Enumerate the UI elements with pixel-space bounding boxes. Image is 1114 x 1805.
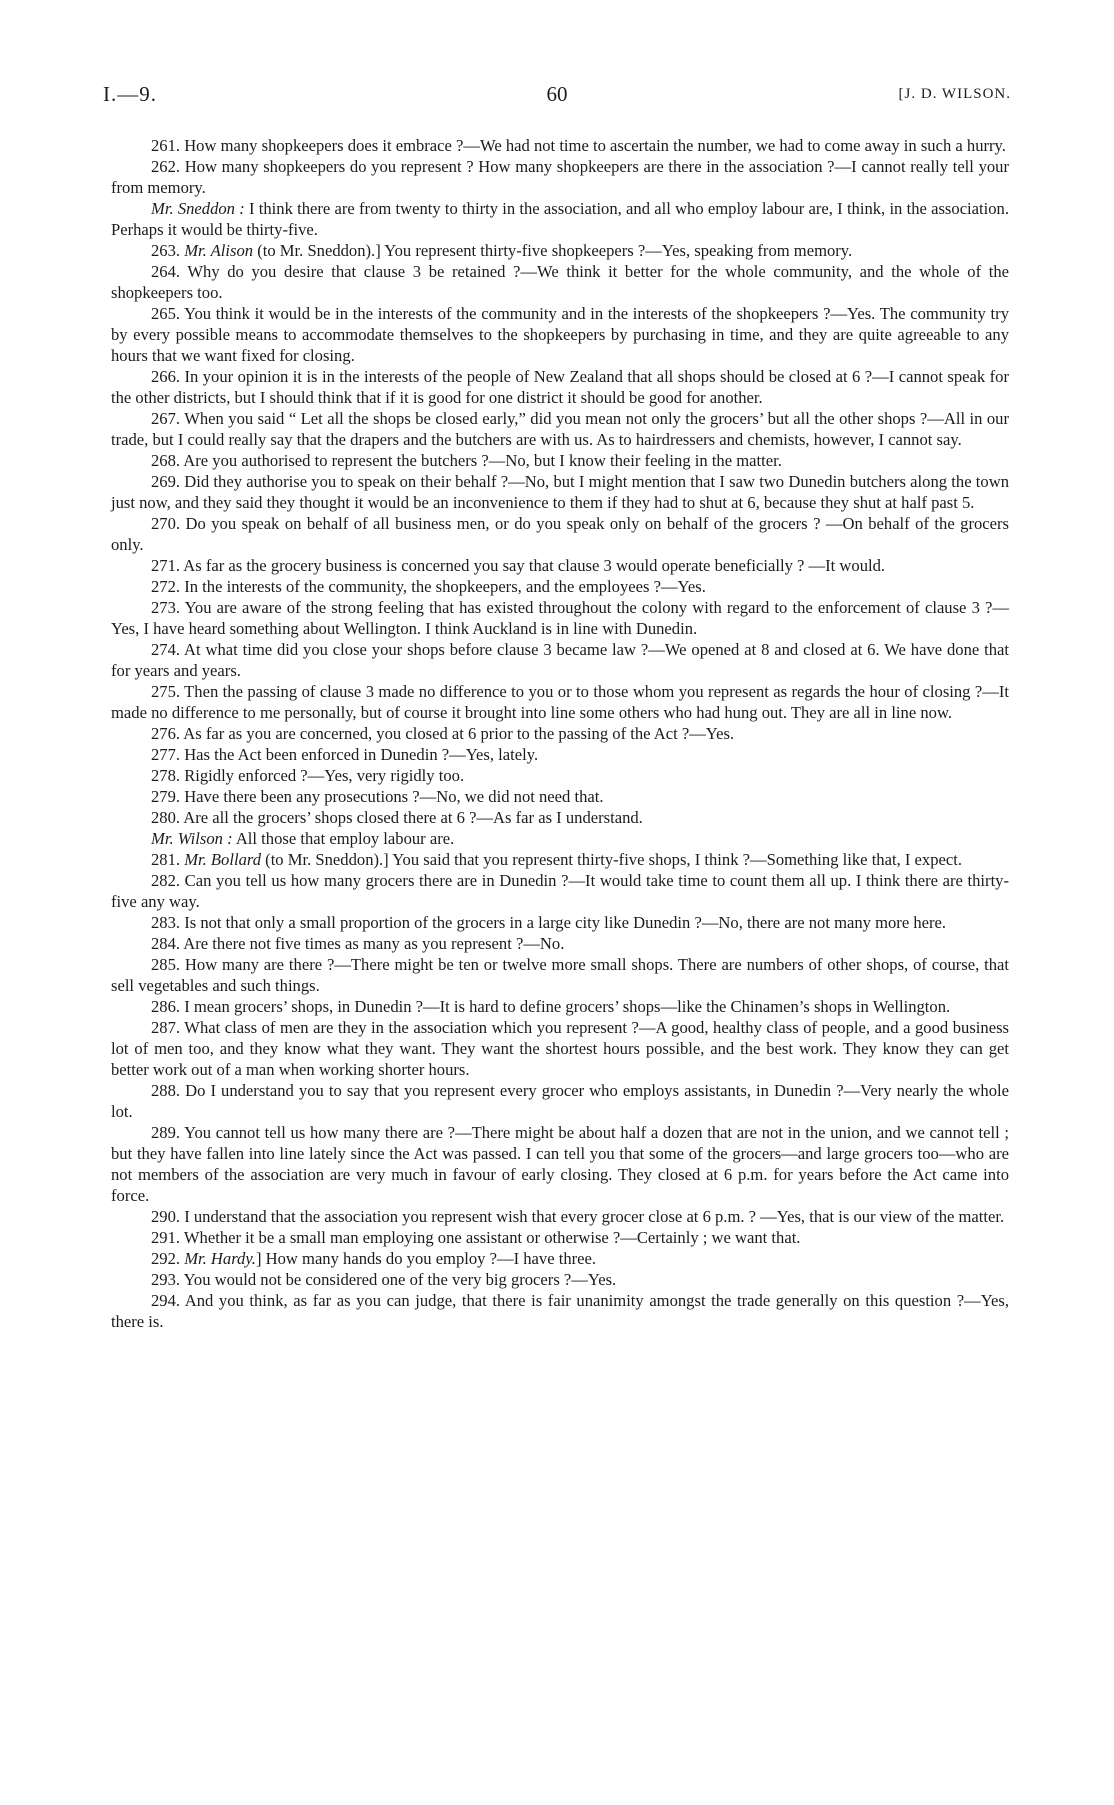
question-paragraph [111, 450, 1009, 471]
paragraph-text: 268. Are you authorised to represent the butchers ?—No, but I know their feeling in the matter. [151, 451, 782, 470]
question-paragraph [111, 954, 1009, 996]
question-paragraph [111, 723, 1009, 744]
paragraph-text: All those that employ labour are. [232, 829, 455, 848]
question-paragraph [111, 681, 1009, 723]
paragraph-text: 262. How many shopkeepers do you represent ? How many shopkeepers are there in the association ?—I cannot really tell your from memory. [111, 157, 1009, 197]
paragraph-text: 271. As far as the grocery business is concerned you say that clause 3 would operate beneficially ? —It would. [151, 556, 886, 575]
question-paragraph [111, 1080, 1009, 1122]
question-paragraph [111, 639, 1009, 681]
question-paragraph [111, 135, 1009, 156]
speaker-name: Mr. Sneddon : [151, 199, 245, 218]
question-paragraph [111, 870, 1009, 912]
paragraph-text: 282. Can you tell us how many grocers there are in Dunedin ?—It would take time to count them all up. I think there are thirty-five any way. [111, 871, 1009, 911]
paragraph-text: 281. [151, 850, 185, 869]
speaker-name: Mr. Hardy. [184, 1249, 256, 1268]
paragraph-text: 270. Do you speak on behalf of all business men, or do you speak only on behalf of the grocers ? —On behalf of the grocers only. [111, 514, 1009, 554]
question-paragraph [111, 828, 1009, 849]
question-paragraph [111, 996, 1009, 1017]
question-paragraph [111, 807, 1009, 828]
question-paragraph [111, 744, 1009, 765]
question-paragraph [111, 1290, 1009, 1332]
paragraph-text: 273. You are aware of the strong feeling that has existed throughout the colony with regard to the enforcement of clause 3 ?—Yes, I have heard something about Wellington. I think Auckland is in line with Dunedin. [111, 598, 1009, 638]
question-paragraph [111, 1227, 1009, 1248]
question-paragraph [111, 555, 1009, 576]
question-paragraph [111, 408, 1009, 450]
question-paragraph [111, 240, 1009, 261]
question-paragraph [111, 765, 1009, 786]
paragraph-text: 287. What class of men are they in the association which you represent ?—A good, healthy class of people, and a good business lot of men too, and they know what they want. They want the shortest hours possible, and the best work. They know they can get better work out of a man when working shorter hours. [111, 1018, 1009, 1079]
question-paragraph [111, 1269, 1009, 1290]
question-paragraph [111, 1248, 1009, 1269]
paragraph-text: 264. Why do you desire that clause 3 be retained ?—We think it better for the whole community, and the whole of the shopkeepers too. [111, 262, 1009, 302]
paragraph-text: 279. Have there been any prosecutions ?—No, we did not need that. [151, 787, 604, 806]
question-paragraph [111, 156, 1009, 198]
question-paragraph [111, 1122, 1009, 1206]
paragraph-text: I think there are from twenty to thirty in the association, and all who employ labour are, I think, in the association. Perhaps it would be thirty-five. [111, 199, 1009, 239]
question-paragraph [111, 1206, 1009, 1227]
paragraph-text: 277. Has the Act been enforced in Dunedin ?—Yes, lately. [151, 745, 539, 764]
paragraph-text: 274. At what time did you close your shops before clause 3 became law ?—We opened at 8 and closed at 6. We have done that for years and years. [111, 640, 1009, 680]
paragraph-text: 284. Are there not five times as many as you represent ?—No. [151, 934, 565, 953]
question-paragraph [111, 303, 1009, 366]
paragraph-text: 263. [151, 241, 185, 260]
question-paragraph [111, 513, 1009, 555]
question-paragraph [111, 912, 1009, 933]
paragraph-text: 293. You would not be considered one of the very big grocers ?—Yes. [151, 1270, 617, 1289]
question-paragraph [111, 471, 1009, 513]
question-paragraph [111, 576, 1009, 597]
evidence-body [111, 135, 1009, 1332]
paragraph-text: 269. Did they authorise you to speak on their behalf ?—No, but I might mention that I saw two Dunedin butchers along the town just now, and they said they thought it would be an inconvenience to them if they had to shut at 6, because they shut at half past 5. [111, 472, 1009, 512]
question-paragraph [111, 933, 1009, 954]
page-header [103, 82, 1011, 112]
witness-name: [J. D. WILSON. [898, 86, 1011, 102]
paragraph-text: 266. In your opinion it is in the interests of the people of New Zealand that all shops should be closed at 6 ?—I cannot speak for the other districts, but I should think that if it is good for one district it should be good for another. [111, 367, 1009, 407]
paragraph-text: 288. Do I understand you to say that you represent every grocer who employs assistants, in Dunedin ?—Very nearly the whole lot. [111, 1081, 1009, 1121]
paragraph-text: 290. I understand that the association you represent wish that every grocer close at 6 p.m. ? —Yes, that is our view of the matter. [151, 1207, 1005, 1226]
paragraph-text: 280. Are all the grocers’ shops closed there at 6 ?—As far as I understand. [151, 808, 643, 827]
paragraph-text: 283. Is not that only a small proportion of the grocers in a large city like Dunedin ?—No, there are not many more here. [151, 913, 947, 932]
speaker-name: Mr. Alison [184, 241, 254, 260]
paragraph-text: ] How many hands do you employ ?—I have three. [255, 1249, 597, 1268]
speaker-name: Mr. Bollard [184, 850, 262, 869]
paragraph-text: 289. You cannot tell us how many there are ?—There might be about half a dozen that are not in the union, and we cannot tell ; but they have fallen into line lately since the Act was passed. I can tell you that some of the grocers—and large grocers too—who are not members of the association are very much in favour of early closing. They closed at 6 p.m. for years before the Act came into force. [111, 1123, 1009, 1205]
paragraph-text: 261. How many shopkeepers does it embrace ?—We had not time to ascertain the number, we had to come away in such a hurry. [151, 136, 1006, 155]
paragraph-text: 294. And you think, as far as you can judge, that there is fair unanimity amongst the trade generally on this question ?—Yes, there is. [111, 1291, 1009, 1331]
question-paragraph [111, 849, 1009, 870]
question-paragraph [111, 198, 1009, 240]
question-paragraph [111, 786, 1009, 807]
paragraph-text: 286. I mean grocers’ shops, in Dunedin ?—It is hard to define grocers’ shops—like the Chinamen’s shops in Wellington. [151, 997, 951, 1016]
question-paragraph [111, 366, 1009, 408]
paragraph-text: (to Mr. Sneddon).] You represent thirty-five shopkeepers ?—Yes, speaking from memory. [253, 241, 853, 260]
question-paragraph [111, 1017, 1009, 1080]
paragraph-text: 265. You think it would be in the interests of the community and in the interests of the shopkeepers ?—Yes. The community try by every possible means to accommodate themselves to the shopkeepers by purchasing in time, and they are quite agreeable to any hours that we want fixed for closing. [111, 304, 1009, 365]
page-number: 60 [546, 82, 568, 106]
paragraph-text: 275. Then the passing of clause 3 made no difference to you or to those whom you represent as regards the hour of closing ?—It made no difference to me personally, but of course it brought into line some others who had hung out. They are all in line now. [111, 682, 1009, 722]
paragraph-text: 272. In the interests of the community, the shopkeepers, and the employees ?—Yes. [151, 577, 706, 596]
paragraph-text: 278. Rigidly enforced ?—Yes, very rigidly too. [151, 766, 465, 785]
question-paragraph [111, 597, 1009, 639]
paragraph-text: 267. When you said “ Let all the shops be closed early,” did you mean not only the grocers’ but all the other shops ?—All in our trade, but I could really say that the drapers and the butchers are with us. As to hairdressers and chemists, however, I cannot say. [111, 409, 1009, 449]
paragraph-text: 285. How many are there ?—There might be ten or twelve more small shops. There are numbers of other shops, of course, that sell vegetables and such things. [111, 955, 1009, 995]
paragraph-text: (to Mr. Sneddon).] You said that you represent thirty-five shops, I think ?—Something like that, I expect. [261, 850, 962, 869]
document-reference: I.—9. [103, 82, 157, 106]
paragraph-text: 276. As far as you are concerned, you closed at 6 prior to the passing of the Act ?—Yes. [151, 724, 735, 743]
speaker-name: Mr. Wilson : [151, 829, 233, 848]
question-paragraph [111, 261, 1009, 303]
paragraph-text: 291. Whether it be a small man employing one assistant or otherwise ?—Certainly ; we want that. [151, 1228, 801, 1247]
paragraph-text: 292. [151, 1249, 185, 1268]
